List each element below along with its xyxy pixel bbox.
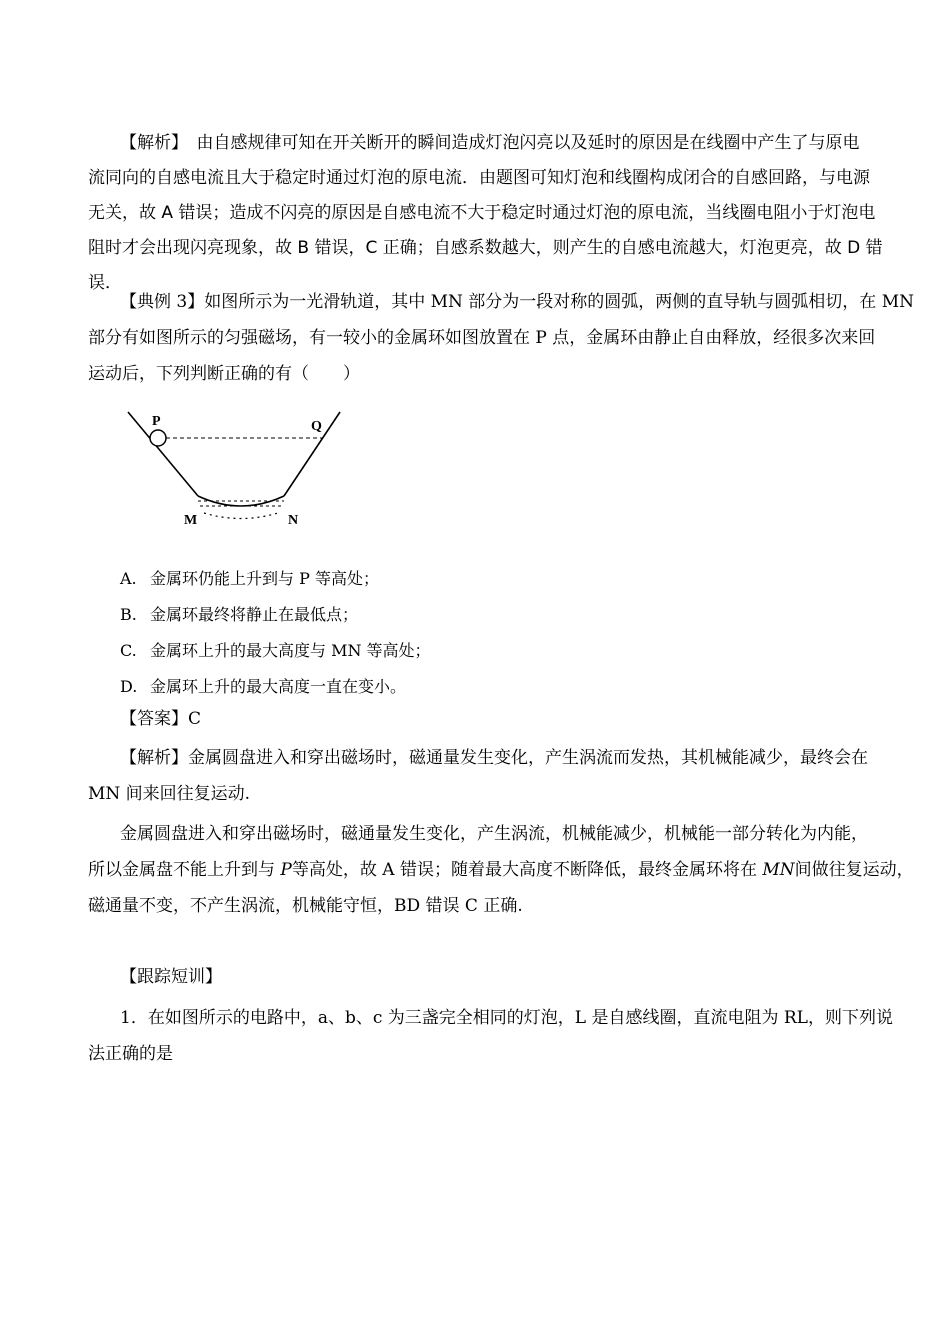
text-span: MN <box>762 860 795 880</box>
text-line: 运动后，下列判断正确的有（ ） <box>88 364 360 384</box>
field-dotted-curve <box>204 513 278 519</box>
metal-ring <box>150 430 166 446</box>
choice-c <box>120 638 431 661</box>
text-line: 误． <box>88 273 122 293</box>
text-line: 磁通量不变，不产生涡流，机械能守恒，BD 错误 C 正确. <box>88 896 523 916</box>
choice-label: A. <box>120 569 137 588</box>
text-line <box>88 852 914 888</box>
analysis-paragraph-1 <box>88 126 883 301</box>
choice-label: D. <box>120 677 138 696</box>
choice-a <box>120 566 379 589</box>
label-q: Q <box>311 419 322 434</box>
text-line: 部分有如图所示的匀强磁场，有一较小的金属环如图放置在 P 点，金属环由静止自由释放，经很多次来回 <box>88 328 876 348</box>
choice-d <box>120 674 406 697</box>
text-span: 所以金属盘不能上升到与 <box>88 860 281 880</box>
analysis-paragraph-3 <box>88 816 914 924</box>
track-figure <box>118 400 348 530</box>
text-line: 阻时才会出现闪亮现象，故 B 错误，C 正确；自感系数越大，则产生的自感电流越大，灯泡更亮，故 D 错 <box>88 238 883 258</box>
question-1 <box>88 1000 893 1072</box>
text-span: 间做往复运动， <box>794 860 914 880</box>
text-line: 无关，故 A 错误；造成不闪亮的原因是自感电流不大于稳定时通过灯泡的原电流，当线圈电阻小于灯泡电 <box>88 203 876 223</box>
text-line: 流同向的自感电流且大于稳定时通过灯泡的原电流．由题图可知灯泡和线圈构成闭合的自感回路，与电源 <box>88 168 870 188</box>
choice-text: 金属环最终将静止在最低点； <box>150 605 359 624</box>
text-line: 金属圆盘进入和穿出磁场时，磁通量发生变化，产生涡流，机械能减少，机械能一部分转化为内能， <box>120 824 868 844</box>
text-line: 【解析】 由自感规律可知在开关断开的瞬间造成灯泡闪亮以及延时的原因是在线圈中产生了与原电 <box>120 133 860 153</box>
text-span: P <box>280 860 292 880</box>
choice-text: 金属环上升的最大高度与 MN 等高处； <box>150 641 431 660</box>
label-n: N <box>288 513 299 528</box>
choice-text: 金属环上升的最大高度一直在变小。 <box>150 677 407 696</box>
choice-label: B. <box>120 605 137 624</box>
label-m: M <box>184 513 198 528</box>
tracking-training-title: 【跟踪短训】 <box>120 967 222 987</box>
analysis-paragraph-2 <box>88 740 868 812</box>
text-span: 等高处，故 A 错误；随着最大高度不断降低，最终金属环将在 <box>291 860 763 880</box>
answer-line: 【答案】C <box>120 709 202 729</box>
text-line: 法正确的是 <box>88 1044 173 1064</box>
label-p: P <box>152 414 161 429</box>
text-line: MN 间来回往复运动. <box>88 784 251 804</box>
text-line: 1．在如图所示的电路中，a、b、c 为三盏完全相同的灯泡，L 是自感线圈，直流电阻为 RL，则下列说 <box>120 1008 893 1028</box>
choice-text: 金属环仍能上升到与 P 等高处； <box>150 569 379 588</box>
text-line: 【解析】金属圆盘进入和穿出磁场时，磁通量发生变化，产生涡流而发热，其机械能减少，最终会在 <box>120 748 868 768</box>
example-3-paragraph <box>88 284 914 392</box>
text-line: 【典例 3】如图所示为一光滑轨道，其中 MN 部分为一段对称的圆弧，两侧的直导轨与圆弧相切，在 MN <box>120 292 914 312</box>
choice-label: C. <box>120 641 137 660</box>
choice-b <box>120 602 358 625</box>
left-rail <box>128 412 198 496</box>
